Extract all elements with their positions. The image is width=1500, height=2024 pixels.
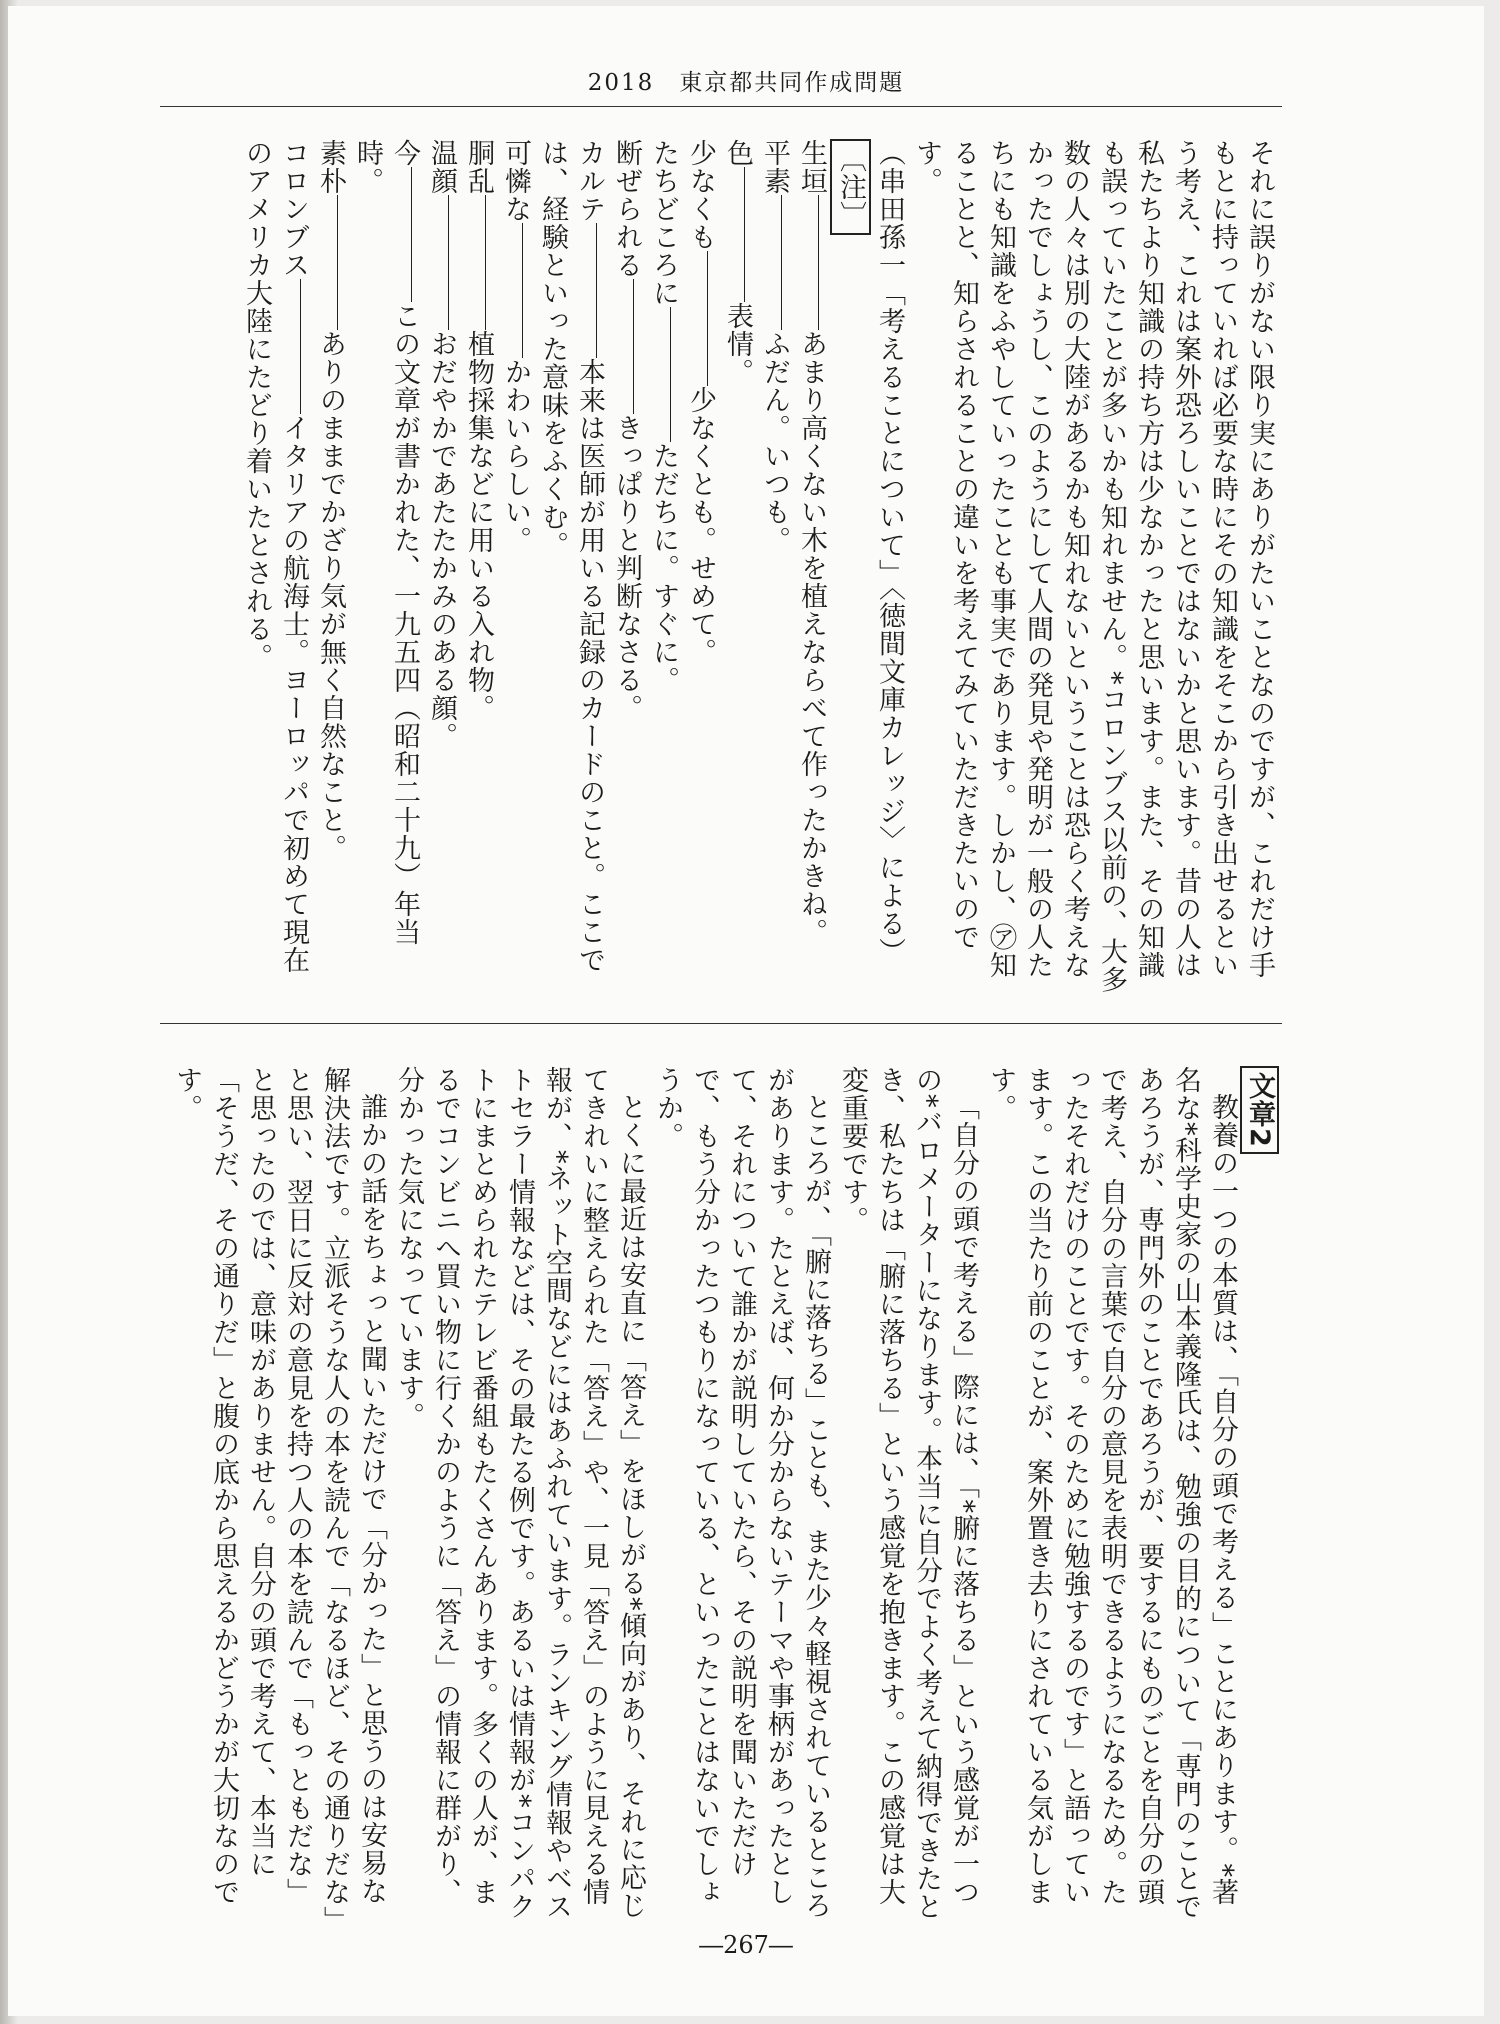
note-term: 断ぜられる [611, 139, 642, 279]
note-dash [300, 279, 301, 414]
note-def: おだやかであたたかみのある顔。 [426, 330, 457, 750]
passage-1-region [158, 139, 1278, 999]
note-item [460, 139, 497, 999]
notes-block [830, 139, 871, 999]
note-term: 生垣 [796, 139, 827, 195]
page-number: ―267― [699, 1931, 793, 1959]
note-dash [337, 195, 338, 330]
note-dash [411, 167, 412, 302]
note-item [349, 139, 423, 999]
note-dash [448, 195, 449, 330]
note-item [645, 139, 682, 999]
notes-label: 〔注〕 [830, 139, 871, 235]
header-rule [160, 106, 1282, 107]
note-item [497, 139, 534, 999]
page-header: 2018 東京都共同作成問題 [587, 70, 905, 96]
note-def: ふだん。いつも。 [759, 330, 790, 554]
note-def: あまり高くない木を植えならべて作ったかきね。 [796, 330, 827, 946]
note-term: 胴乱 [463, 139, 494, 195]
note-dash [781, 195, 782, 330]
passage-2-paragraph: ところが、「腑に落ちる」ことも、また少々軽視されているところがあります。たとえば、何か分からないテーマや事柄があったとして、それについて誰かが説明していたら、その説明を聞いただけで、もう分かったつもりになっている、といったことはないでしょうか。 [652, 1066, 831, 1920]
document-page [8, 6, 1484, 2016]
note-dash [596, 223, 597, 358]
note-def: きっぱりと判断なさる。 [611, 414, 642, 722]
passage-1-paragraph: それに誤りがない限り実にありがたいことなのですが、これだけ手もとに持っていれば必要な時にその知識をそこから引き出せるという考え、これは案外恐ろしいことではないかと思います。昔の人は私たちより知識の持ち方は少なかったと思います。また、その知識も誤っていたことが多いかも知れません。*コロンブス以前の、大多数の人々は別の大陸があるかも知れないということは恐らく考えなかったでしょうし、このようにして人間の発見や発明が一般の人たちにも知識をふやしていったことも事実であります。しかし、㋐知ることと、知らされることの違いを考えてみていただきたいのです。 [911, 139, 1275, 994]
source-citation: （串田孫一「考えることについて」〈徳間文庫カレッジ〉による） [874, 139, 905, 966]
passage-2-paragraph: 誰かの話をちょっと聞いただけで「分かった」と思うのは安易な解決法です。立派そうな人の本を読んで「なるほど、その通りだな」と思い、翌日に反対の意見を持つ人の本を読んで「もっともだな」と思ったのでは、意味がありません。自分の頭で考えて、本当に「そうだ、その通りだ」と腹の底から思えるかどうかが大切なのです。 [171, 1066, 387, 1921]
note-def: かわいらしい。 [500, 358, 531, 554]
passage-2-region [158, 1066, 1278, 1921]
note-item [238, 139, 312, 999]
note-dash [744, 167, 745, 302]
note-dash [633, 279, 634, 414]
note-term: 色 [722, 139, 753, 167]
note-def: 本来は医師が用いる記録のカードのこと。ここでは、経験といった意味をふくむ。 [537, 139, 605, 974]
note-item [793, 139, 830, 999]
note-term: コロンブス [278, 139, 309, 279]
note-item [312, 139, 349, 999]
note-term: カルテ [574, 139, 605, 223]
note-item [423, 139, 460, 999]
note-term: たちどころに [648, 139, 679, 307]
note-item [682, 139, 719, 999]
note-def: ただちに。すぐに。 [648, 442, 679, 694]
note-item [719, 139, 756, 999]
note-term: 今 [389, 139, 420, 167]
note-term: 素朴 [315, 139, 346, 195]
passage-2-paragraph: 「自分の頭で考える」際には、「*腑に落ちる」という感覚が一つの*バロメーターになります。本当に自分でよく考えて納得できたとき、私たちは「腑に落ちる」という感覚を抱きます。この感覚は大変重要です。 [837, 1066, 979, 1921]
note-term: 可憐な [500, 139, 531, 223]
note-term: 平素 [759, 139, 790, 195]
passage-2-paragraph: とくに最近は安直に「答え」をほしがる*傾向があり、それに応じてきれいに整えられた「答え」や、一見「答え」のように見える情報が、*ネット空間などにはあふれています。ランキング情報やベストセラー情報などは、その最たる例です。あるいは情報が*コンパクトにまとめられたテレビ番組もたくさんあります。多くの人が、まるでコンビニへ買い物に行くかのように「答え」の情報に群がり、分かった気になっています。 [393, 1066, 646, 1921]
note-item [608, 139, 645, 999]
section-2-label: 文章2 [1240, 1066, 1279, 1154]
note-def: 少なくとも。せめて。 [685, 386, 716, 666]
note-def: 植物採集などに用いる入れ物。 [463, 330, 494, 722]
note-item [756, 139, 793, 999]
note-dash [670, 307, 671, 442]
note-item [534, 139, 608, 999]
note-def: ありのままでかざり気が無く自然なこと。 [315, 330, 346, 862]
section-divider [160, 1023, 1282, 1024]
note-term: 少なくも [685, 139, 716, 251]
note-dash [818, 195, 819, 330]
note-def: 表情。 [722, 302, 753, 386]
note-def: イタリアの航海士。ヨーロッパで初めて現在のアメリカ大陸にたどり着いたとされる。 [241, 139, 309, 974]
section-2-heading [1241, 1066, 1278, 1921]
note-term: 温顔 [426, 139, 457, 195]
note-def: この文章が書かれた、一九五四（昭和二十九）年当時。 [352, 139, 420, 946]
passage-2-paragraph: 教養の一つの本質は、「自分の頭で考える」ことにあります。*著名な*科学史家の山本義隆氏は、勉強の目的について「専門のことであろうが、専門外のことであろうが、要するにものごとを自分の頭で考え、自分の言葉で自分の意見を表明できるようになるため。たったそれだけのことです。そのために勉強するのです」と語っています。この当たり前のことが、案外置き去りにされている気がします。 [985, 1066, 1238, 1921]
note-dash [485, 195, 486, 330]
note-dash [707, 251, 708, 386]
note-dash [522, 223, 523, 358]
